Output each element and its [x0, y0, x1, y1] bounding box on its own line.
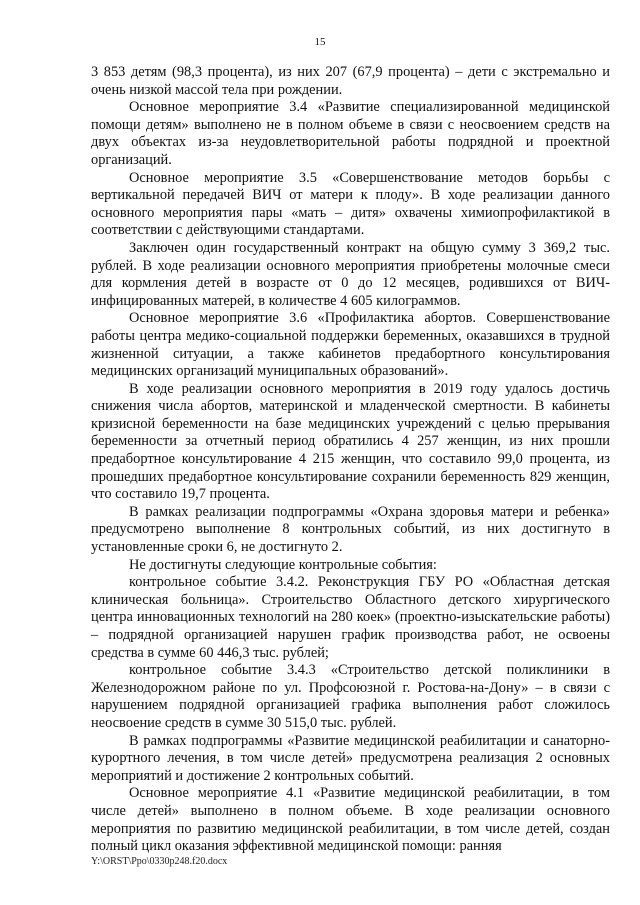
paragraph: Основное мероприятие 3.4 «Развитие специализированной медицинской помощи детям» выполнено не в полном объеме в связи с неосвоением средств на двух объектах из-за неудовлетворительной работы подрядной и проектной организаций. [91, 99, 610, 168]
paragraph: Основное мероприятие 3.5 «Совершенствование методов борьбы с вертикальной передачей ВИЧ от матери к плоду». В ходе реализации данного основного мероприятия пары «мать – дитя» охвачены химиопрофилактикой в соответствии с действующими стандартами. [91, 169, 610, 239]
paragraph: В ходе реализации основного мероприятия в 2019 году удалось достичь снижения числа абортов, материнской и младенческой смертности. В кабинеты кризисной беременности на базе медицинских учреждений с целью прерывания беременности за отчетный период обратились 4 257 женщин, из них прошли предабортное консультирование 4 215 женщин, что составило 99,0 процента, из прошедших предабортное консультирование сохранили беременность 829 женщин, что составило 19,7 процента. [91, 380, 610, 503]
document-body [91, 64, 610, 856]
paragraph: Не достигнуты следующие контрольные события: [129, 556, 437, 573]
file-path-footer: Y:\ORST\Ppo\0330p248.f20.docx [91, 856, 228, 867]
paragraph: Основное мероприятие 3.6 «Профилактика абортов. Совершенствование работы центра медико-социальной поддержки беременных, оказавшихся в трудной жизненной ситуации, а также кабинетов предабортного консультирования медицинских организаций муниципальных образований». [91, 310, 610, 380]
paragraph: контрольное событие 3.4.3 «Строительство детской поликлиники в Железнодорожном районе по ул. Профсоюзной г. Ростова-на-Дону» – в связи с нарушением подрядной организацией графика выполнения работ сложилось неосвоение средств в сумме 30 515,0 тыс. рублей. [91, 662, 610, 731]
paragraph: 3 853 детям (98,3 процента), из них 207 (67,9 процента) – дети с экстремально и очень низкой массой тела при рождении. [91, 64, 610, 98]
page-number: 15 [314, 36, 326, 48]
paragraph: контрольное событие 3.4.2. Реконструкция ГБУ РО «Областная детская клиническая больница». Строительство Областного детского хирургического центра инновационных технологий на 280 коек» (проектно-изыскательские работы) – подрядной организацией нарушен график производства работ, не освоены средства в сумме 60 446,3 тыс. рублей; [91, 574, 610, 661]
paragraph: В рамках реализации подпрограммы «Охрана здоровья матери и ребенка» предусмотрено выполнение 8 контрольных событий, из них достигнуто в установленные сроки 6, не достигнуто 2. [91, 503, 610, 556]
paragraph: В рамках подпрограммы «Развитие медицинской реабилитации и санаторно-курортного лечения, в том числе детей» предусмотрена реализация 2 основных мероприятий и достижение 2 контрольных событий. [91, 732, 610, 784]
paragraph: Заключен один государственный контракт на общую сумму 3 369,2 тыс. рублей. В ходе реализации основного мероприятия приобретены молочные смеси для кормления детей в возрасте от 0 до 12 месяцев, родившихся от ВИЧ-инфицированных матерей, в количестве 4 605 килограммов. [91, 239, 610, 309]
paragraph: Основное мероприятие 4.1 «Развитие медицинской реабилитации, в том числе детей» выполнено в полном объеме. В ходе реализации основного мероприятия по развитию медицинской реабилитации, в том числе детей, создан полный цикл оказания эффективной медицинской помощи: ранняя [91, 785, 610, 855]
